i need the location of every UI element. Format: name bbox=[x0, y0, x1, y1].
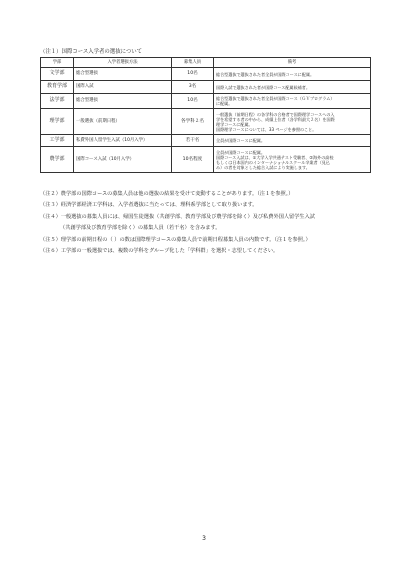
footnote-2: （注２）農学部の国際コースの募集人員は他の選抜の結果を受けて変動することがあります。（注１を参照。） bbox=[40, 191, 294, 197]
faculty-cell: 文学部 bbox=[41, 68, 74, 81]
table-row bbox=[41, 109, 371, 135]
notes-cell bbox=[214, 81, 371, 94]
method-cell: 総合型選抜 bbox=[74, 94, 172, 109]
notes-cell bbox=[214, 94, 371, 109]
faculty-cell: 教育学部 bbox=[41, 81, 74, 94]
table-row bbox=[41, 147, 371, 173]
section-title: （注１）国際コース入学者の選抜について bbox=[40, 49, 143, 55]
faculty-cell: 法学部 bbox=[41, 94, 74, 109]
table-row bbox=[41, 81, 371, 94]
faculty-cell: 工学部 bbox=[41, 135, 74, 147]
method-cell: 国際入試 bbox=[74, 81, 172, 94]
capacity-cell: 10名 bbox=[172, 94, 214, 109]
method-cell: 一般選抜（前期日程） bbox=[74, 109, 172, 135]
capacity-cell: 10名 bbox=[172, 68, 214, 81]
faculty-cell: 農学部 bbox=[41, 147, 74, 173]
note-line: 総合型選抜で選抜された者全員が国際コース（ＧＶプログラム） bbox=[216, 96, 335, 101]
note-line: 全員が国際コースに配属。 bbox=[216, 138, 265, 143]
table-row bbox=[41, 68, 371, 81]
note-line: 総合型選抜で選抜された者全員が国際コースに配属。 bbox=[216, 71, 315, 77]
note-line: 国際理学コースについては、33 ページを参照のこと。 bbox=[216, 126, 317, 132]
faculty-cell: 理学部 bbox=[41, 109, 74, 135]
capacity-cell: 10名程度 bbox=[172, 147, 214, 173]
note-line: に配属。 bbox=[216, 101, 233, 106]
footnote-3: （注３）経済学部経済工学科は、入学者選抜に当たっては、理科系学部として取り扱います。 bbox=[40, 202, 258, 209]
capacity-cell: 若干名 bbox=[172, 135, 214, 147]
note-line: 一般選抜（前期日程）の各学科の合格者で国際理学コースへの入 bbox=[216, 111, 335, 117]
notes-cell bbox=[214, 109, 371, 135]
method-cell: 総合型選抜 bbox=[74, 68, 172, 81]
method-cell: 国際コース入試（10月入学） bbox=[74, 147, 172, 173]
footnotes bbox=[40, 189, 380, 257]
header-capacity: 募集人員 bbox=[172, 58, 214, 68]
note-line: 学を希望する者の中から、成績上位者（各学科最大２名）を国際 bbox=[216, 116, 335, 122]
notes-cell bbox=[214, 147, 371, 173]
footnote-6: （注６）工学部の一般選抜では、複数の学科をグループ化した「学科群」を選択・志望してください。 bbox=[40, 248, 279, 255]
table-row bbox=[41, 94, 371, 109]
footnote-4-continuation: （共創学部及び教育学部を除く）の募集人員（若干名）を含みます。 bbox=[60, 225, 221, 232]
notes-cell bbox=[214, 135, 371, 147]
capacity-cell: 3名 bbox=[172, 81, 214, 94]
header-faculty: 学部 bbox=[41, 58, 74, 68]
footnote-5: （注５）理学部の前期日程の（ ）の数は国際理学コースの募集人員で前期日程募集人員の内数です。（注１を参照。） bbox=[40, 236, 311, 243]
method-cell: 私費外国人留学生入試（10月入学） bbox=[74, 135, 172, 147]
notes-cell bbox=[214, 68, 371, 81]
note-line: 全員が国際コースに配属。 bbox=[216, 149, 265, 155]
note-line: 国際入試で選抜された者が国際コース配属候補者。 bbox=[216, 84, 310, 90]
capacity-cell: 各学科２名 bbox=[172, 109, 214, 135]
admission-table bbox=[40, 57, 371, 173]
note-line: み）の者を対象とした総合入試により実施します。 bbox=[216, 164, 310, 170]
table-header-row bbox=[41, 58, 371, 68]
header-notes: 備考 bbox=[214, 58, 371, 68]
table-row bbox=[41, 135, 371, 147]
page-number: 3 bbox=[202, 535, 206, 542]
footnote-4: （注４）一般選抜の募集人員には、帰国生徒選抜（共創学部、教育学部及び農学部を除く）及び私費外国人留学生入試 bbox=[40, 213, 315, 220]
note-line: 理学コースに配属。 bbox=[216, 121, 253, 127]
note-line: 国際コース入試は、①大学入学共通テスト受験者、②海外の高校 bbox=[216, 154, 334, 160]
header-method: 入学者選抜方法 bbox=[74, 58, 172, 68]
note-line: もしくは日本国内のインターナショナルスクール卒業者（見込 bbox=[216, 159, 330, 165]
